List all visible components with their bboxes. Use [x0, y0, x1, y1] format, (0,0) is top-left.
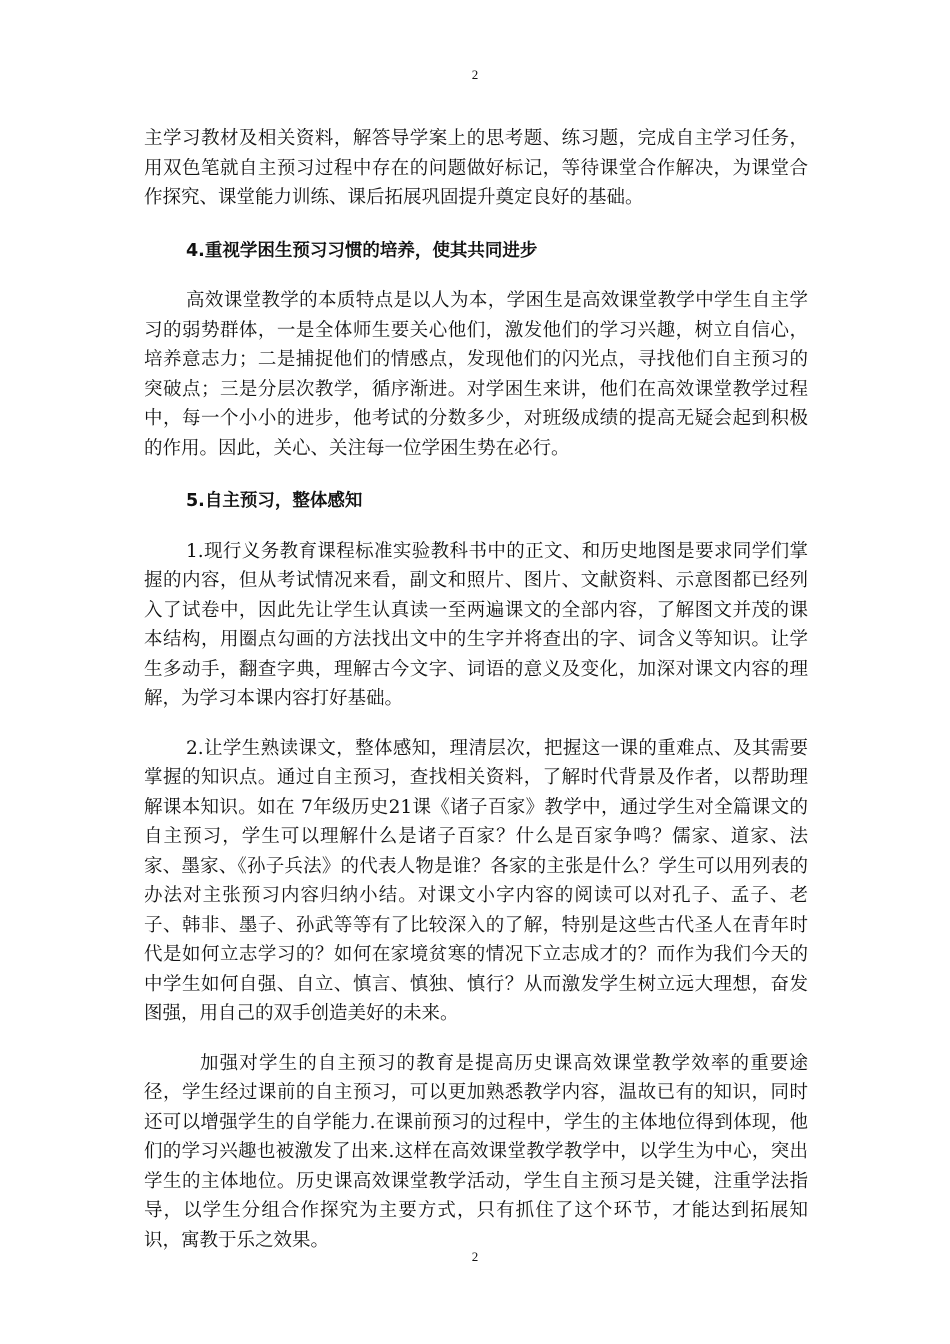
- section-heading-5: 5.自主预习，整体感知: [186, 491, 363, 511]
- paragraph-conclusion: 加强对学生的自主预习的教育是提高历史课高效课堂教学效率的重要途径，学生经过课前的自主预习，可以更加熟悉教学内容，温故已有的知识，同时还可以增强学生的自学能力.在课前预习的过程中，学生的主体地位得到体现，他们的学习兴趣也被激发了出来.这样在高效课堂教学教学中，以学生为中心，突出学生的主体地位。历史课高效课堂教学活动，学生自主预习是关键，注重学法指导，以学生分组合作探究为主要方式，只有抓住了这个环节，才能达到拓展知识，寓教于乐之效果。: [144, 1052, 808, 1251]
- paragraph-struggling-students: 高效课堂教学的本质特点是以人为本，学困生是高效课堂教学中学生自主学习的弱势群体，一是全体师生要关心他们，激发他们的学习兴趣，树立自信心，培养意志力；二是捕捉他们的情感点，发现他们的闪光点，寻找他们自主预习的突破点；三是分层次教学，循序渐进。对学困生来讲，他们在高效课堂教学过程中，每一个小小的进步，他考试的分数多少，对班级成绩的提高无疑会起到积极的作用。因此，关心、关注每一位学困生势在必行。: [144, 290, 808, 459]
- paragraph-item-1: 1.现行义务教育课程标准实验教科书中的正文、和历史地图是要求同学们掌握的内容，但从考试情况来看，副文和照片、图片、文献资料、示意图都已经列入了试卷中，因此先让学生认真读一至两遍课文的全部内容，了解图文并茂的课本结构，用圈点勾画的方法找出文中的生字并将查出的字、词含义等知识。让学生多动手，翻查字典，理解古今文字、词语的意义及变化，加深对课文内容的理解，为学习本课内容打好基础。: [144, 540, 808, 709]
- paragraph-item-2: 2.让学生熟读课文，整体感知，理清层次，把握这一课的重难点、及其需要掌握的知识点。通过自主预习，查找相关资料，了解时代背景及作者，以帮助理解课本知识。如在 7年级历史21课《诸子百家》教学中，通过学生对全篇课文的自主预习，学生可以理解什么是诸子百家？什么是百家争鸣？儒家、道家、法家、墨家、《孙子兵法》的代表人物是谁？各家的主张是什么？学生可以用列表的办法对主张预习内容归纳小结。对课文小字内容的阅读可以对孔子、孟子、老子、韩非、墨子、孙武等等有了比较深入的了解，特别是这些古代圣人在青年时代是如何立志学习的？如何在家境贫寒的情况下立志成才的？而作为我们今天的中学生如何自强、自立、慎言、慎独、慎行？从而激发学生树立远大理想，奋发图强，用自己的双手创造美好的未来。: [144, 737, 808, 1024]
- paragraph-continuation: 主学习教材及相关资料，解答导学案上的思考题、练习题，完成自主学习任务，用双色笔就自主预习过程中存在的问题做好标记，等待课堂合作解决，为课堂合作探究、课堂能力训练、课后拓展巩固提升奠定良好的基础。: [144, 128, 808, 208]
- page-number-top: 2: [471, 67, 479, 82]
- document-body: [144, 124, 808, 1255]
- page-number-bottom: 2: [471, 1249, 479, 1264]
- section-heading-4: 4.重视学困生预习习惯的培养，使其共同进步: [186, 240, 538, 261]
